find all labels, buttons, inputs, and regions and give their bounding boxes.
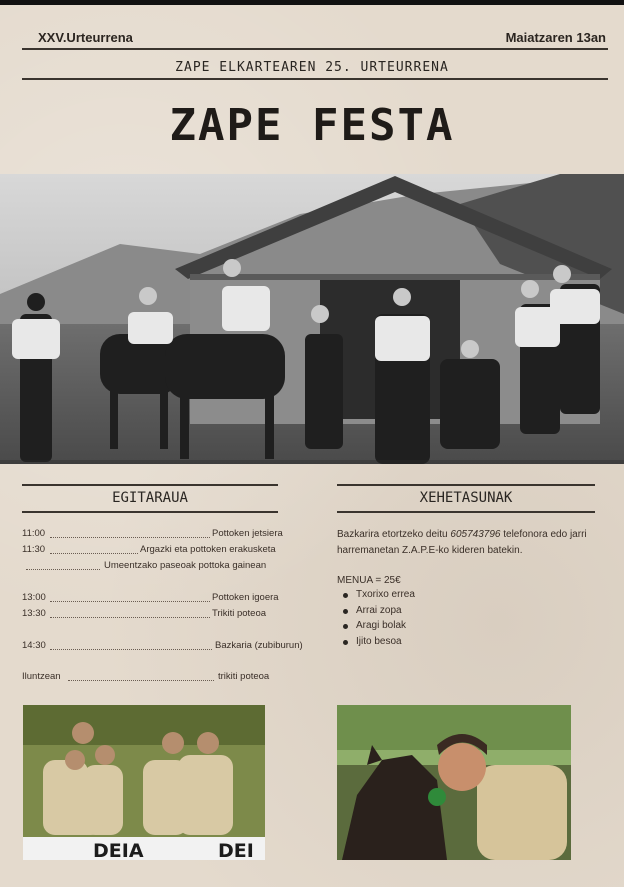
booking-text-end: telefonora edo jarri harremanetan Z.A.P.E-ko kideren batekin.	[337, 529, 587, 556]
leader-dots	[50, 601, 210, 602]
horse-photo	[337, 705, 571, 860]
subtitle: ZAPE ELKARTEAREN 25. URTEURRENA	[175, 60, 449, 75]
booking-text-start: Bazkarira etortzeko deitu	[337, 529, 451, 540]
menu-item: Arrai zopa	[340, 605, 415, 621]
schedule-time: 13:30	[22, 608, 46, 619]
menu-list	[340, 589, 415, 651]
leader-dots	[50, 553, 138, 554]
leader-dots	[50, 537, 210, 538]
schedule-activity: Trikiti poteoa	[212, 608, 267, 619]
menu-item: Ijito besoa	[340, 636, 415, 652]
banner-text: DEI	[218, 840, 254, 860]
header-rule-bottom	[22, 78, 608, 80]
header-rule-top	[22, 48, 608, 50]
leader-dots	[68, 680, 214, 681]
schedule-time: 11:00	[22, 528, 46, 539]
leader-dots	[26, 569, 100, 570]
schedule-activity: Argazki eta pottoken erakusketa	[140, 544, 276, 555]
leader-dots	[50, 649, 212, 650]
details-rule-top	[337, 484, 595, 486]
menu-item: Aragi bolak	[340, 620, 415, 636]
schedule-time: Iluntzean	[22, 671, 61, 682]
hero-photo	[0, 174, 624, 464]
phone-number: 605743796	[450, 529, 501, 540]
group-photo	[23, 705, 265, 860]
schedule-activity: Umeentzako paseoak pottoka gainean	[104, 560, 267, 571]
event-date: Maiatzaren 13an	[505, 30, 606, 45]
schedule-activity: Pottoken jetsiera	[212, 528, 283, 539]
booking-info	[337, 527, 607, 559]
leader-dots	[50, 617, 210, 618]
schedule-time: 14:30	[22, 640, 46, 651]
menu-item: Txorixo errea	[340, 589, 415, 605]
program-heading: EGITARAUA	[112, 490, 188, 506]
poster-title: ZAPE FESTA	[169, 100, 455, 151]
program-rule-bottom	[22, 511, 278, 513]
schedule-activity: Bazkaria (zubiburun)	[215, 640, 303, 651]
menu-price: MENUA = 25€	[337, 575, 401, 586]
schedule-activity: Pottoken igoera	[212, 592, 279, 603]
schedule-activity: trikiti poteoa	[218, 671, 270, 682]
banner-text: DEIA	[93, 840, 144, 860]
edition-label: XXV.Urteurrena	[38, 30, 133, 45]
details-heading: XEHETASUNAK	[419, 490, 513, 506]
schedule-time: 13:00	[22, 592, 46, 603]
schedule-time: 11:30	[22, 544, 46, 555]
program-rule-top	[22, 484, 278, 486]
details-rule-bottom	[337, 511, 595, 513]
